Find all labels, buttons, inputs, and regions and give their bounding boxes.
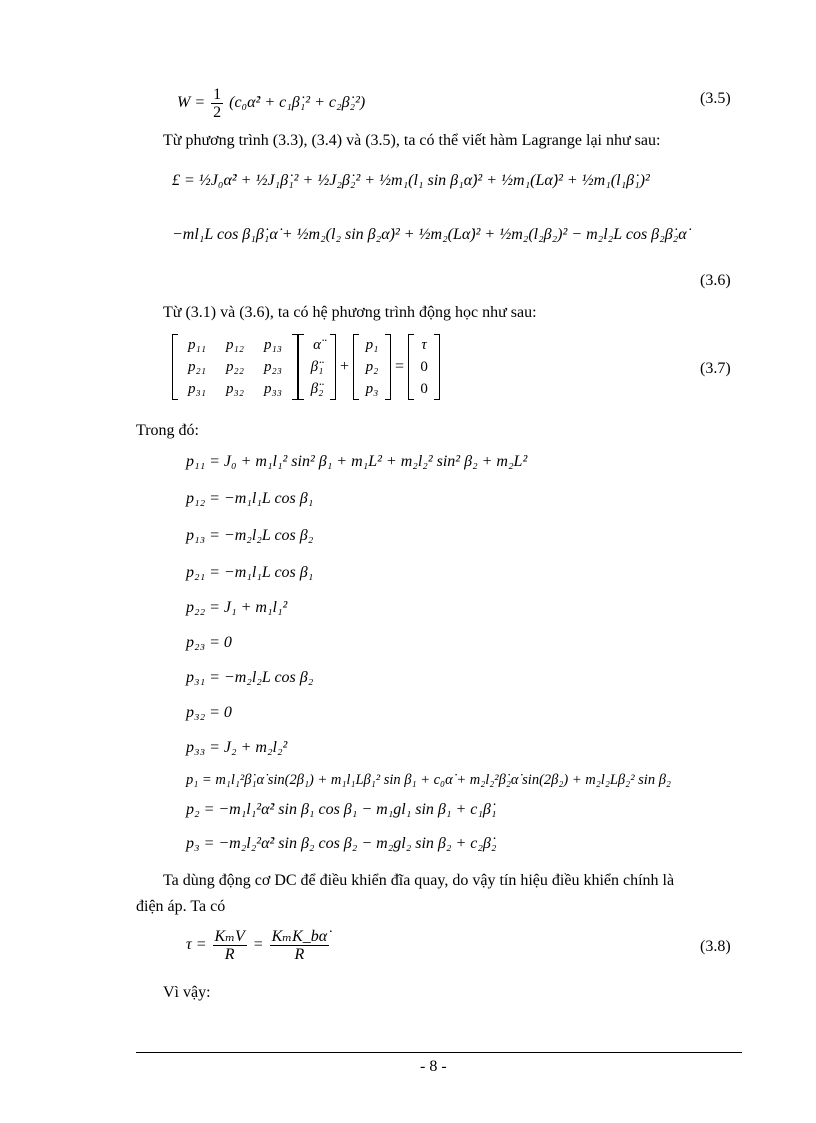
paragraph-dc-motor: Ta dùng động cơ DC để điều khiển đĩa quay, do vậy tín hiệu điều khiển chính là [163, 872, 675, 889]
definition-p3: p₃ = −m₂l₂²α̇² sin β₂ cos β₂ − m₂gl₂ sin β₂ + c₂β̇₂ [186, 835, 497, 852]
definition-p33: p₃₃ = J₂ + m₂l₂² [186, 739, 288, 756]
equals-sign: = [395, 358, 405, 375]
matrix-cell: p₃₃ [264, 381, 282, 397]
definition-p12: p₁₂ = −m₁l₁L cos β₁ [186, 490, 314, 507]
equation-number-3-8: (3.8) [700, 938, 731, 955]
matrix-cell: p₁₁ [188, 337, 206, 353]
definition-p2: p₂ = −m₁l₁²α̇² sin β₁ cos β₁ − m₁gl₁ sin β₁ + c₁β̇₁ [186, 801, 497, 818]
trong-do-label: Trong đó: [136, 422, 199, 439]
equation-3-5: W = $\frac{1}{2}$ (c₀α̇² + c₁β̇₁² + c₂β̇₂²) [177, 86, 366, 121]
definition-p13: p₁₃ = −m₂l₂L cos β₂ [186, 527, 314, 544]
equation-3-6-line2: −ml₁L cos β₁β̇₁α̇ + ½m₂(l₂ sin β₂α̇)² + ½m₂(Lα̇)² + ½m₂(l₂β₂)² − m₂l₂L cos β₂β̇₂α̇ [172, 226, 687, 243]
definition-p32: p₃₂ = 0 [186, 704, 232, 721]
equation-number-3-6: (3.6) [700, 272, 731, 289]
definition-p31: p₃₁ = −m₂l₂L cos β₂ [186, 669, 314, 686]
definition-p23: p₂₃ = 0 [186, 634, 232, 651]
matrix-cell: p₂₂ [226, 359, 244, 375]
definition-p11: p₁₁ = J₀ + m₁l₁² sin² β₁ + m₁L² + m₂l₂² sin² β₂ + m₂L² [186, 453, 528, 470]
page-number: - 8 - [420, 1058, 447, 1075]
matrix-cell: p₃₁ [188, 381, 206, 397]
equation-3-8: τ = $\frac{\text{KₘV}}{R}$ = $\frac{\text{KₘK\_bα̇}}{R}$ [186, 928, 328, 963]
matrix-cell: p₁₂ [226, 337, 244, 353]
matrix-cell: p₃₂ [226, 381, 244, 397]
matrix-cell: p₁₃ [264, 337, 282, 353]
paragraph-dc-motor-cont: điện áp. Ta có [136, 898, 226, 915]
equation-number-3-7: (3.7) [700, 360, 731, 377]
equation-3-7 [172, 334, 440, 400]
matrix-P [172, 334, 298, 400]
matrix-cell: p₂₃ [264, 359, 282, 375]
definition-p1: p₁ = m₁l₁²β̇₁α̇ sin(2β₁) + m₁l₁Lβ₁² sin β₁ + c₀α̇ + m₂l₂²β̇₂α̇ sin(2β₂) + m₂l₂Lβ₂² sin β₂ [186, 772, 671, 788]
paragraph-vi-vay: Vì vậy: [163, 984, 211, 1001]
footer-rule [136, 1052, 742, 1053]
vector-rhs: τ 0 0 [408, 334, 440, 400]
vector-p: p₁ p₂ p₃ [353, 334, 391, 400]
vector-acceleration: α̈ β̈₁ β̈₂ [298, 334, 336, 400]
plus-sign: + [340, 358, 350, 375]
matrix-cell: p₂₁ [188, 359, 206, 375]
definition-p21: p₂₁ = −m₁l₁L cos β₁ [186, 564, 314, 581]
equation-3-6-line1: £ = ½J₀α̇² + ½J₁β̇₁² + ½J₂β̇₂² + ½m₁(l₁ sin β₁α̇)² + ½m₁(Lα̇)² + ½m₁(l₁β̇₁)² [172, 172, 650, 189]
paragraph-system: Từ (3.1) và (3.6), ta có hệ phương trình động học như sau: [163, 304, 537, 321]
definition-p22: p₂₂ = J₁ + m₁l₁² [186, 599, 288, 616]
equation-number-3-5: (3.5) [700, 90, 731, 107]
paragraph-lagrange: Từ phương trình (3.3), (3.4) và (3.5), ta có thể viết hàm Lagrange lại như sau: [163, 132, 661, 149]
